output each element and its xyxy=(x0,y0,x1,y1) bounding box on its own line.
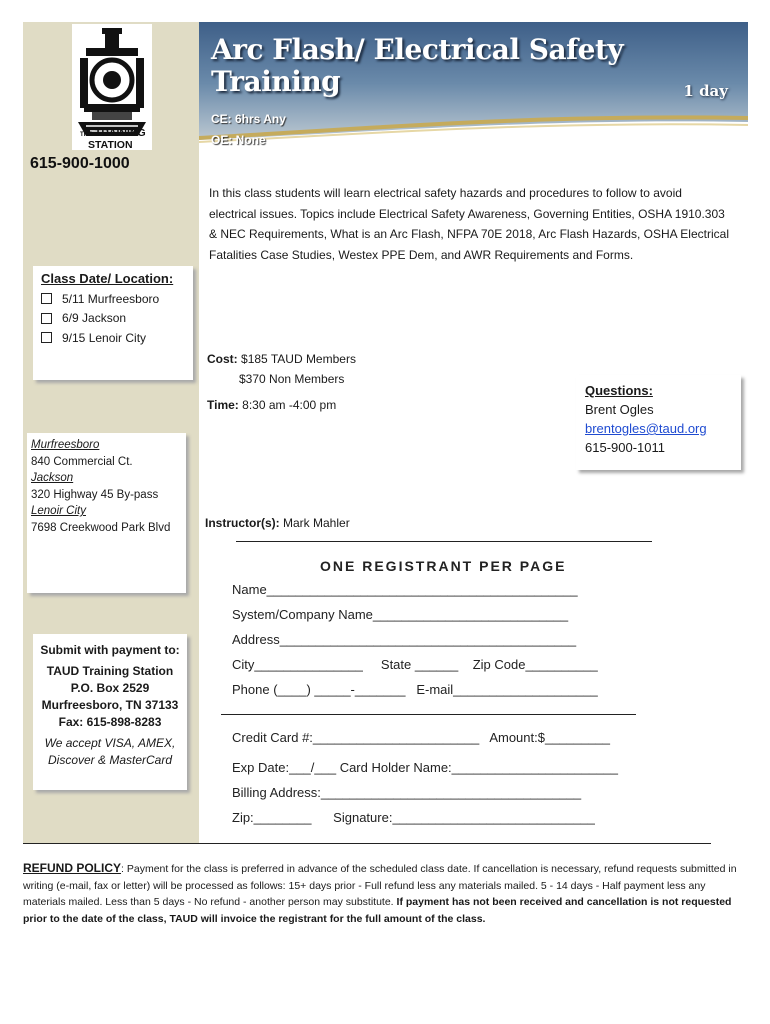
description-line: & NEC Requirements, What is an Arc Flash, NFPA 70E 2018, Arc Flash Hazards, OSHA Electrical xyxy=(209,227,729,241)
submit-payment-box xyxy=(33,634,187,790)
location-address: 840 Commercial Ct. xyxy=(31,455,133,468)
class-date-option[interactable] xyxy=(41,289,193,309)
checkbox[interactable] xyxy=(41,332,52,343)
class-dates-box xyxy=(33,266,193,380)
time-value: 8:30 am -4:00 pm xyxy=(242,398,337,412)
logo-line-2: TRAINING xyxy=(94,127,146,139)
location-address: 320 Highway 45 By-pass xyxy=(31,488,159,501)
cost-members: $185 TAUD Members xyxy=(241,352,356,366)
locations-box xyxy=(27,433,186,593)
instructor-name: Mark Mahler xyxy=(283,516,350,530)
billing-address-field[interactable]: Billing Address:____________________________________ xyxy=(232,785,582,800)
ce-hours: CE: 6hrs Any xyxy=(211,112,286,126)
submit-city: Murfreesboro, TN 37133 xyxy=(41,698,179,712)
contact-phone: 615-900-1011 xyxy=(585,440,665,455)
refund-policy-label: REFUND POLICY xyxy=(23,861,122,875)
submit-fax: Fax: 615-898-8283 xyxy=(58,715,162,729)
cost-info xyxy=(207,349,356,389)
name-field[interactable]: Name___________________________________________ xyxy=(232,582,578,597)
accepted-cards-1: We accept VISA, AMEX, xyxy=(44,736,176,750)
class-date-label: 6/9 Jackson xyxy=(62,311,127,326)
location-city: Lenoir City xyxy=(31,505,86,517)
title-line-1: Arc Flash/ Electrical Safety xyxy=(211,33,624,66)
phone-email-field[interactable]: Phone (____) _____-_______ E-mail____________________ xyxy=(232,682,598,697)
submit-po-box: P.O. Box 2529 xyxy=(70,681,150,695)
submit-heading: Submit with payment to: xyxy=(40,643,180,657)
class-dates-heading: Class Date/ Location: xyxy=(41,271,174,286)
page-title xyxy=(211,34,623,98)
class-date-option[interactable] xyxy=(41,328,193,348)
accepted-cards-2: Discover & MasterCard xyxy=(47,753,173,767)
city-state-zip-field[interactable]: City_______________ State ______ Zip Code__________ xyxy=(232,657,598,672)
refund-policy-bold-text: If payment has not been received and cancellation is not requested prior to the date of the class, TAUD will invoice the registrant for the full amount of the class. xyxy=(23,896,732,925)
location-city: Jackson xyxy=(31,472,74,484)
title-line-2: Training xyxy=(211,65,341,98)
company-field[interactable]: System/Company Name___________________________ xyxy=(232,607,569,622)
oe-hours: OE: None xyxy=(211,133,266,147)
refund-policy-text: : Payment for the class is preferred in advance of the scheduled class date. If cancellation is necessary, refund requests submitted in writing (e-mail, fax or letter) will be processed as follows: 15+ days prior - Full refund less any materials mailed. 5 - 14 days - Half payment less any materials mailed. Less than 5 days - No refund - another person may substitute. xyxy=(23,863,737,908)
time-info xyxy=(207,398,336,412)
checkbox[interactable] xyxy=(41,293,52,304)
location-address: 7698 Creekwood Park Blvd xyxy=(31,521,171,534)
cost-non-members: $370 Non Members xyxy=(239,372,345,386)
location-city: Murfreesboro xyxy=(31,439,100,451)
description-line: In this class students will learn electrical safety hazards and procedures to follow to avoid xyxy=(209,186,682,200)
class-date-label: 9/15 Lenoir City xyxy=(62,330,147,345)
logo-line-3: STATION xyxy=(88,139,133,151)
time-label: Time: xyxy=(207,398,239,412)
instructor-info xyxy=(205,516,350,530)
questions-heading: Questions: xyxy=(585,383,653,398)
course-description xyxy=(209,183,749,265)
zip-signature-field[interactable]: Zip:________ Signature:____________________________ xyxy=(232,810,595,825)
class-date-label: 5/11 Murfreesboro xyxy=(62,291,160,306)
description-line: electrical issues. Topics include Electrical Safety Awareness, Governing Entities, OSHA 1910.303 xyxy=(209,206,725,221)
checkbox[interactable] xyxy=(41,313,52,324)
class-date-option[interactable] xyxy=(41,309,193,329)
header-banner xyxy=(199,22,748,158)
logo-line-1: THE xyxy=(80,132,92,138)
submit-org: TAUD Training Station xyxy=(46,664,174,678)
divider xyxy=(221,714,636,715)
duration: 1 day xyxy=(683,82,728,100)
refund-policy xyxy=(23,860,743,927)
address-field[interactable]: Address_________________________________________ xyxy=(232,632,577,647)
registration-heading: ONE REGISTRANT PER PAGE xyxy=(320,558,567,574)
credit-card-field[interactable]: Credit Card #:_______________________ Amount:$_________ xyxy=(232,730,611,745)
instructor-label: Instructor(s): xyxy=(205,516,280,530)
main-phone: 615-900-1000 xyxy=(30,155,130,172)
exp-date-cardholder-field[interactable]: Exp Date:___/___ Card Holder Name:_______________________ xyxy=(232,760,618,775)
contact-email-link[interactable]: brentogles@taud.org xyxy=(585,421,707,436)
contact-name: Brent Ogles xyxy=(585,402,654,417)
divider xyxy=(23,843,711,844)
questions-box xyxy=(576,375,741,470)
logo-text xyxy=(80,128,146,150)
description-line: Fatalities Case Studies, Westex PPE Dem, and AWR Requirements and Forms. xyxy=(209,247,634,262)
divider xyxy=(236,541,652,542)
cost-label: Cost: xyxy=(207,352,238,366)
